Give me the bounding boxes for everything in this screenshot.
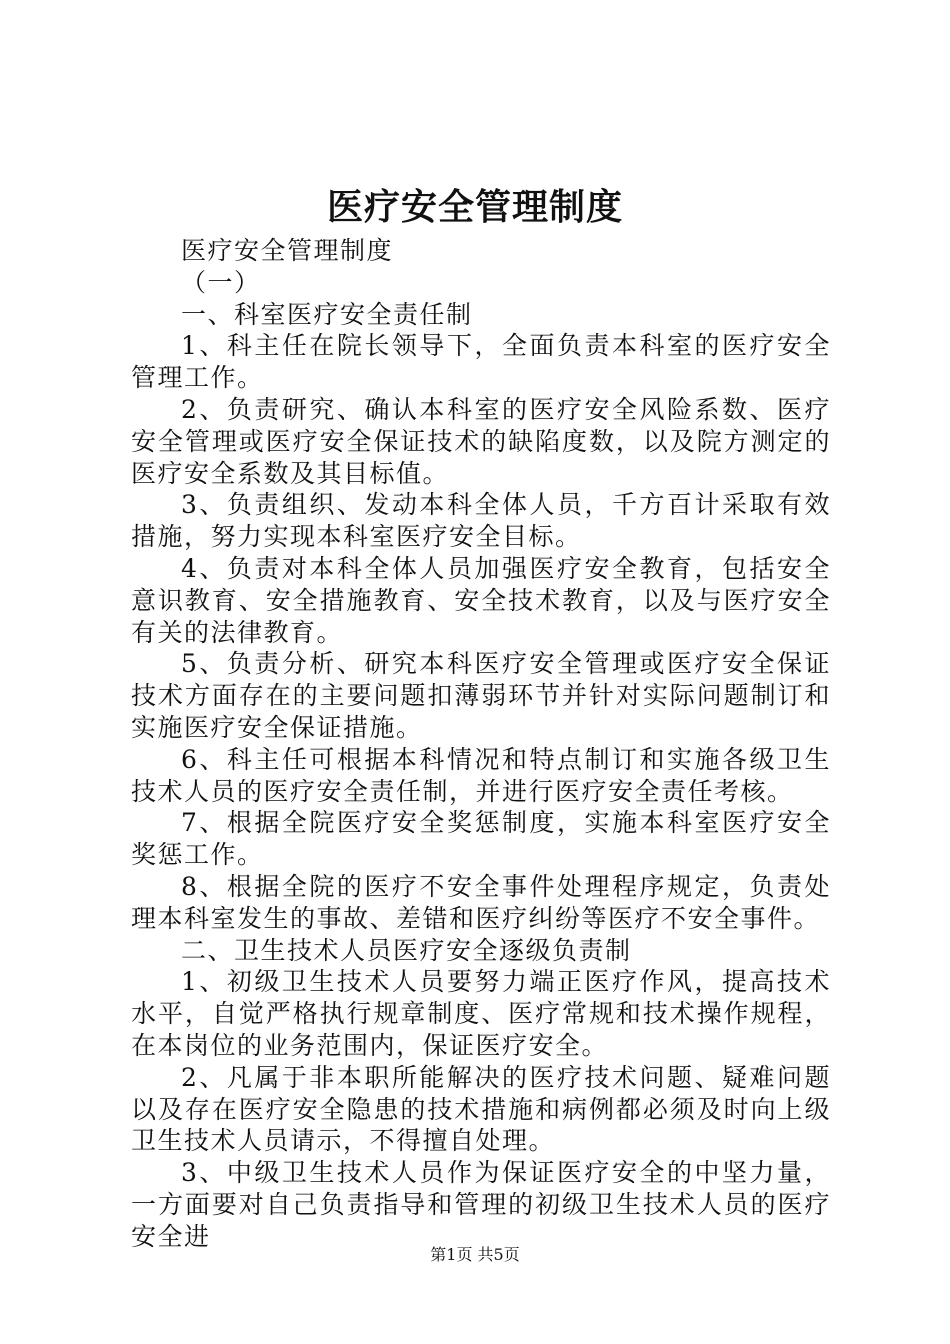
paragraph-item: 1、初级卫生技术人员要努力端正医疗作风，提高技术水平，自觉严格执行规章制度、医疗常规和技术操作规程，在本岗位的业务范围内，保证医疗安全。	[131, 967, 831, 1060]
paragraph-item: 2、凡属于非本职所能解决的医疗技术问题、疑难问题以及存在医疗安全隐患的技术措施和病例都必须及时向上级卫生技术人员请示，不得擅自处理。	[131, 1062, 831, 1156]
document-body	[131, 235, 831, 1253]
document-title: 医疗安全管理制度	[326, 186, 623, 228]
paragraph-item: 3、中级卫生技术人员作为保证医疗安全的中坚力量，一方面要对自己负责指导和管理的初级卫生技术人员的医疗安全进	[131, 1158, 831, 1251]
paragraph-item: 8、根据全院的医疗不安全事件处理程序规定，负责处理本科室发生的事故、差错和医疗纠纷等医疗不安全事件。	[131, 871, 831, 933]
paragraph-item: 2、负责研究、确认本科室的医疗安全风险系数、医疗安全管理或医疗安全保证技术的缺陷度数，以及院方测定的医疗安全系数及其目标值。	[131, 394, 831, 488]
paragraph-item: 6、科主任可根据本科情况和特点制订和实施各级卫生技术人员的医疗安全责任制，并进行医疗安全责任考核。	[131, 744, 831, 806]
paragraph-item: 3、负责组织、发动本科全体人员，千方百计采取有效措施，努力实现本科室医疗安全目标。	[131, 490, 831, 552]
paragraph-item: 1、科主任在院长领导下，全面负责本科室的医疗安全管理工作。	[131, 331, 831, 393]
section-heading-1: 一、科室医疗安全责任制	[181, 299, 473, 329]
section-heading-2: 二、卫生技术人员医疗安全逐级负责制	[181, 935, 632, 965]
paragraph-item: 4、负责对本科全体人员加强医疗安全教育，包括安全意识教育、安全措施教育、安全技术教育，以及与医疗安全有关的法律教育。	[131, 553, 831, 647]
paragraph-item: 7、根据全院医疗安全奖惩制度，实施本科室医疗安全奖惩工作。	[131, 808, 831, 870]
paragraph-item: 5、负责分析、研究本科医疗安全管理或医疗安全保证技术方面存在的主要问题扣薄弱环节并针对实际问题制订和实施医疗安全保证措施。	[131, 649, 831, 742]
paragraph-part-number: （一）	[181, 267, 261, 297]
page-number-footer: 第1页 共5页	[430, 1245, 520, 1264]
paragraph-subtitle: 医疗安全管理制度	[181, 236, 394, 265]
